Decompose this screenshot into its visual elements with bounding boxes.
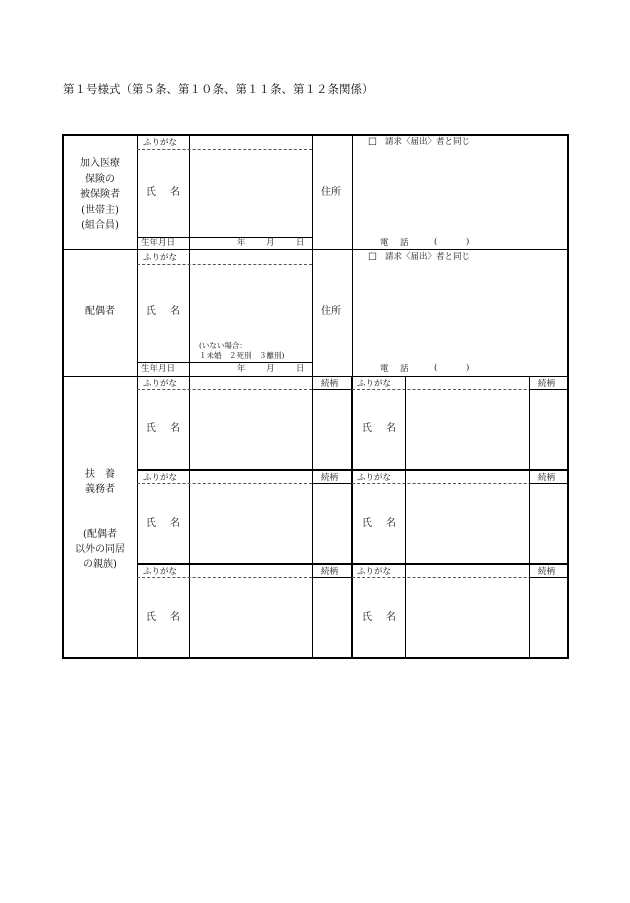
- dependent-3-name-shi: 氏: [146, 518, 156, 529]
- dependent-4-name-mei: 名: [386, 518, 396, 529]
- insured-address-field[interactable]: [354, 150, 566, 230]
- dependent-3-furigana-label: ふりがな: [143, 473, 178, 483]
- insured-phone-paren-close: ): [466, 237, 470, 247]
- dependent-6-name-shi: 氏: [362, 612, 372, 623]
- dependent-2-name-field[interactable]: [406, 391, 528, 467]
- dependent-5-relation-label: 続柄: [321, 567, 339, 577]
- dependent-6-name-mei: 名: [386, 612, 396, 623]
- dependent-2-relation-label: 続柄: [538, 379, 556, 389]
- form-title: 第１号様式（第５条、第１０条、第１１条、第１２条関係）: [63, 82, 374, 96]
- dependent-5-name-mei: 名: [170, 612, 180, 623]
- dependent-1-name-shi: 氏: [146, 423, 156, 434]
- dependent-2-name-mei: 名: [386, 423, 396, 434]
- spouse-birth-day: 日: [296, 364, 305, 374]
- dependent-1-name-mei: 名: [170, 423, 180, 434]
- dependent-2-relation-field[interactable]: [530, 391, 566, 467]
- dependent-4-relation-label: 続柄: [538, 473, 556, 483]
- dependent-6-relation-label: 続柄: [538, 567, 556, 577]
- dependent-3-name-field[interactable]: [190, 485, 311, 561]
- dependent-1-relation-label: 続柄: [321, 379, 339, 389]
- dependent-3-relation-label: 続柄: [321, 473, 339, 483]
- dependent-4-relation-field[interactable]: [530, 485, 566, 561]
- dependent-6-name-field[interactable]: [406, 579, 528, 655]
- spouse-phone-field[interactable]: [439, 363, 465, 374]
- insured-birth-month: 月: [266, 238, 275, 248]
- dependent-5-relation-field[interactable]: [313, 579, 350, 655]
- insured-furigana-label: ふりがな: [143, 138, 178, 148]
- spouse-phone-paren-close: ): [466, 363, 470, 373]
- dependent-6-furigana-label: ふりがな: [357, 567, 392, 577]
- dependent-4-furigana-label: ふりがな: [357, 473, 392, 483]
- spouse-furigana-label: ふりがな: [143, 253, 178, 263]
- dependent-5-name-shi: 氏: [146, 612, 156, 623]
- dependents-note: (配偶者 以外の同居 の親族): [75, 529, 125, 570]
- insured-birth-day: 日: [296, 238, 305, 248]
- spouse-furigana-field[interactable]: [190, 250, 311, 263]
- dependent-3-name-mei: 名: [170, 518, 180, 529]
- dependent-4-name-field[interactable]: [406, 485, 528, 561]
- dependent-1-furigana-field[interactable]: [190, 377, 311, 388]
- spouse-birth-year: 年: [237, 364, 246, 374]
- spouse-name-field[interactable]: [190, 266, 311, 338]
- insured-name-label-mei: 名: [170, 187, 180, 198]
- dependent-4-furigana-field[interactable]: [406, 471, 528, 482]
- spouse-none-note-line2: １未婚 ２死別 ３離別): [199, 351, 285, 360]
- insured-name-field[interactable]: [190, 151, 311, 236]
- insured-phone-field[interactable]: [439, 237, 465, 248]
- insured-same-as-checkbox[interactable]: ☐: [368, 137, 377, 148]
- spouse-name-label-mei: 名: [170, 306, 180, 317]
- spouse-birth-month: 月: [266, 364, 275, 374]
- dependent-2-name-shi: 氏: [362, 423, 372, 434]
- dependent-6-furigana-field[interactable]: [406, 565, 528, 576]
- spouse-birthdate-label: 生年月日: [141, 364, 176, 374]
- spouse-phone-wa: 話: [400, 364, 409, 374]
- spouse-address-label: 住所: [321, 306, 341, 317]
- insured-phone-den: 電: [380, 238, 389, 248]
- insured-furigana-field[interactable]: [190, 135, 311, 148]
- spouse-same-as-checkbox[interactable]: ☐: [368, 252, 377, 263]
- dependents-heading: 扶 養 義務者: [85, 469, 115, 495]
- spouse-phone-paren-open: (: [434, 363, 438, 373]
- insured-address-label: 住所: [321, 187, 341, 198]
- insured-birth-year: 年: [237, 238, 246, 248]
- insured-same-as-label: 請求〈届出〉者と同じ: [385, 137, 471, 147]
- insured-heading: 加入医療 保険の 被保険者 (世帯主) (組合員): [80, 158, 120, 231]
- insured-birthdate-label: 生年月日: [141, 238, 176, 248]
- spouse-none-note-line1: (いない場合：: [199, 341, 247, 350]
- dependent-3-furigana-field[interactable]: [190, 471, 311, 482]
- insured-phone-wa: 話: [400, 238, 409, 248]
- dependent-5-furigana-label: ふりがな: [143, 567, 178, 577]
- dependent-2-furigana-label: ふりがな: [357, 379, 392, 389]
- dependent-3-relation-field[interactable]: [313, 485, 350, 561]
- dependent-6-relation-field[interactable]: [530, 579, 566, 655]
- spouse-name-label-shi: 氏: [146, 306, 156, 317]
- dependent-5-name-field[interactable]: [190, 579, 311, 655]
- spouse-heading: 配偶者: [85, 306, 115, 317]
- spouse-same-as-label: 請求〈届出〉者と同じ: [385, 252, 471, 262]
- spouse-address-field[interactable]: [354, 265, 566, 355]
- insured-phone-paren-open: (: [434, 237, 438, 247]
- dependent-1-furigana-label: ふりがな: [143, 379, 178, 389]
- spouse-phone-den: 電: [380, 364, 389, 374]
- dependent-4-name-shi: 氏: [362, 518, 372, 529]
- dependent-5-furigana-field[interactable]: [190, 565, 311, 576]
- dependent-2-furigana-field[interactable]: [406, 377, 528, 388]
- insured-name-label-shi: 氏: [146, 187, 156, 198]
- dependent-1-relation-field[interactable]: [313, 391, 350, 467]
- dependent-1-name-field[interactable]: [190, 391, 311, 467]
